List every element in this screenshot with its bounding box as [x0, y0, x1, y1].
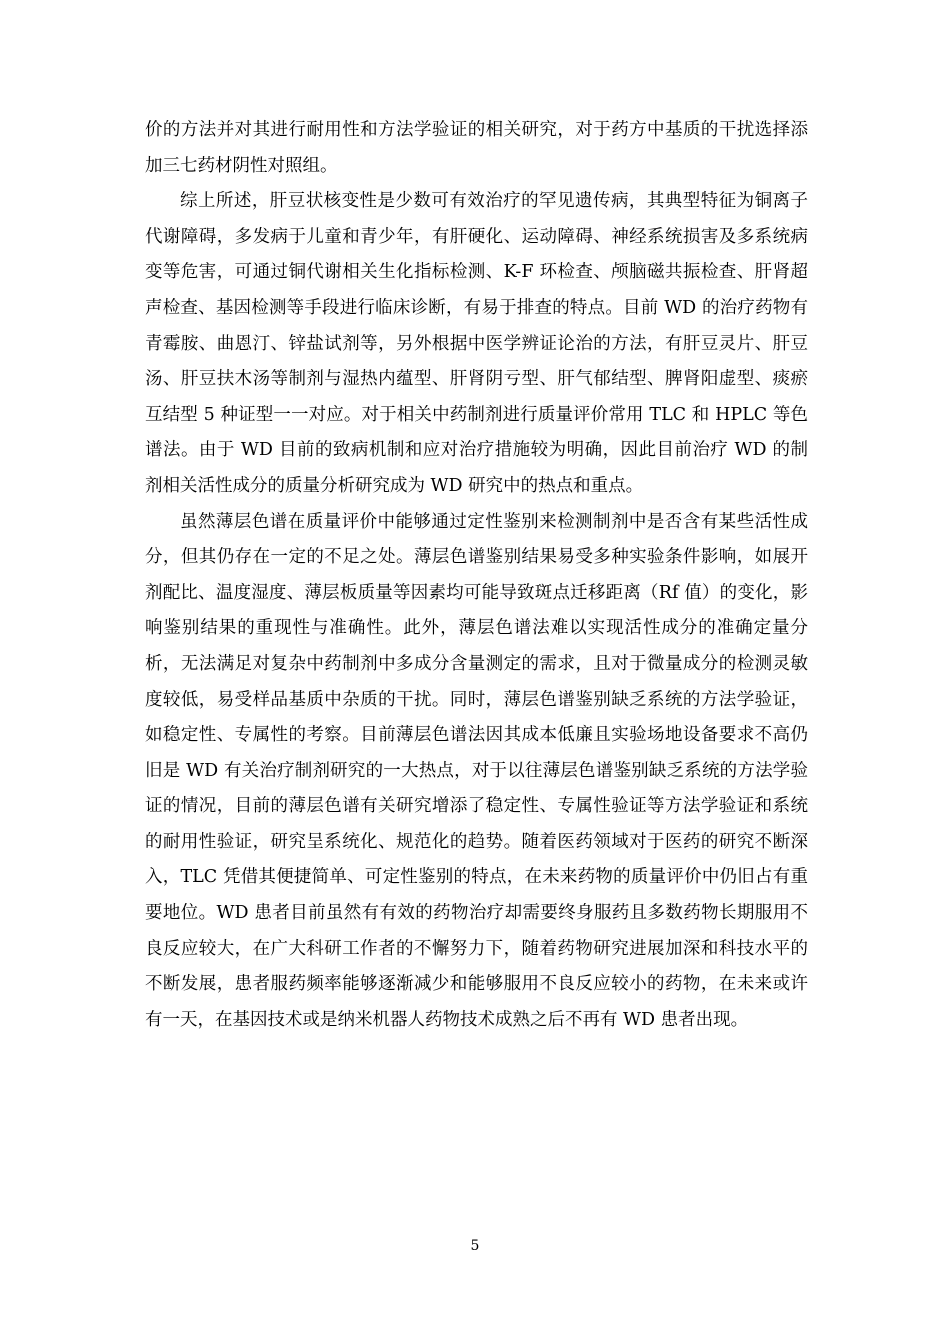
paragraph-summary: 综上所述，肝豆状核变性是少数可有效治疗的罕见遗传病，其典型特征为铜离子代谢障碍，多发病于儿童和青少年，有肝硬化、运动障碍、神经系统损害及多系统病变等危害，可通过铜代谢相关生化指标检测、K-F 环检查、颅脑磁共振检查、肝肾超声检查、基因检测等手段进行临床诊断，有易于排查的特点。目前 WD 的治疗药物有青霉胺、曲恩汀、锌盐试剂等，另外根据中医学辨证论治的方法，有肝豆灵片、肝豆汤、肝豆扶木汤等制剂与湿热内蕴型、肝肾阴亏型、肝气郁结型、脾肾阳虚型、痰瘀互结型 5 种证型一一对应。对于相关中药制剂进行质量评价常用 TLC 和 HPLC 等色谱法。由于 WD 目前的致病机制和应对治疗措施较为明确，因此目前治疗 WD 的制剂相关活性成分的质量分析研究成为 WD 研究中的热点和重点。 — [145, 191, 808, 496]
paragraph-tlc-discussion: 虽然薄层色谱在质量评价中能够通过定性鉴别来检测制剂中是否含有某些活性成分，但其仍存在一定的不足之处。薄层色谱鉴别结果易受多种实验条件影响，如展开剂配比、温度湿度、薄层板质量等因素均可能导致斑点迁移距离（Rf 值）的变化，影响鉴别结果的重现性与准确性。此外，薄层色谱法难以实现活性成分的准确定量分析，无法满足对复杂中药制剂中多成分含量测定的需求，且对于微量成分的检测灵敏度较低，易受样品基质中杂质的干扰。同时，薄层色谱鉴别缺乏系统的方法学验证，如稳定性、专属性的考察。目前薄层色谱法因其成本低廉且实验场地设备要求不高仍旧是 WD 有关治疗制剂研究的一大热点，对于以往薄层色谱鉴别缺乏系统的方法学验证的情况，目前的薄层色谱有关研究增添了稳定性、专属性验证等方法学验证和系统的耐用性验证，研究呈系统化、规范化的趋势。随着医药领域对于医药的研究不断深入，TLC 凭借其便捷简单、可定性鉴别的特点，在未来药物的质量评价中仍旧占有重要地位。WD 患者目前虽然有有效的药物治疗却需要终身服药且多数药物长期服用不良反应较大，在广大科研工作者的不懈努力下，随着药物研究进展加深和科技水平的不断发展，患者服药频率能够逐渐减少和能够服用不良反应较小的药物，在未来或许有一天，在基因技术或是纳米机器人药物技术成熟之后不再有 WD 患者出现。 — [145, 511, 808, 1030]
body-text — [145, 113, 808, 1038]
page-number: 5 — [470, 1238, 480, 1254]
paragraph-continuation: 价的方法并对其进行耐用性和方法学验证的相关研究，对于药方中基质的干扰选择添加三七药材阴性对照组。 — [145, 120, 808, 176]
